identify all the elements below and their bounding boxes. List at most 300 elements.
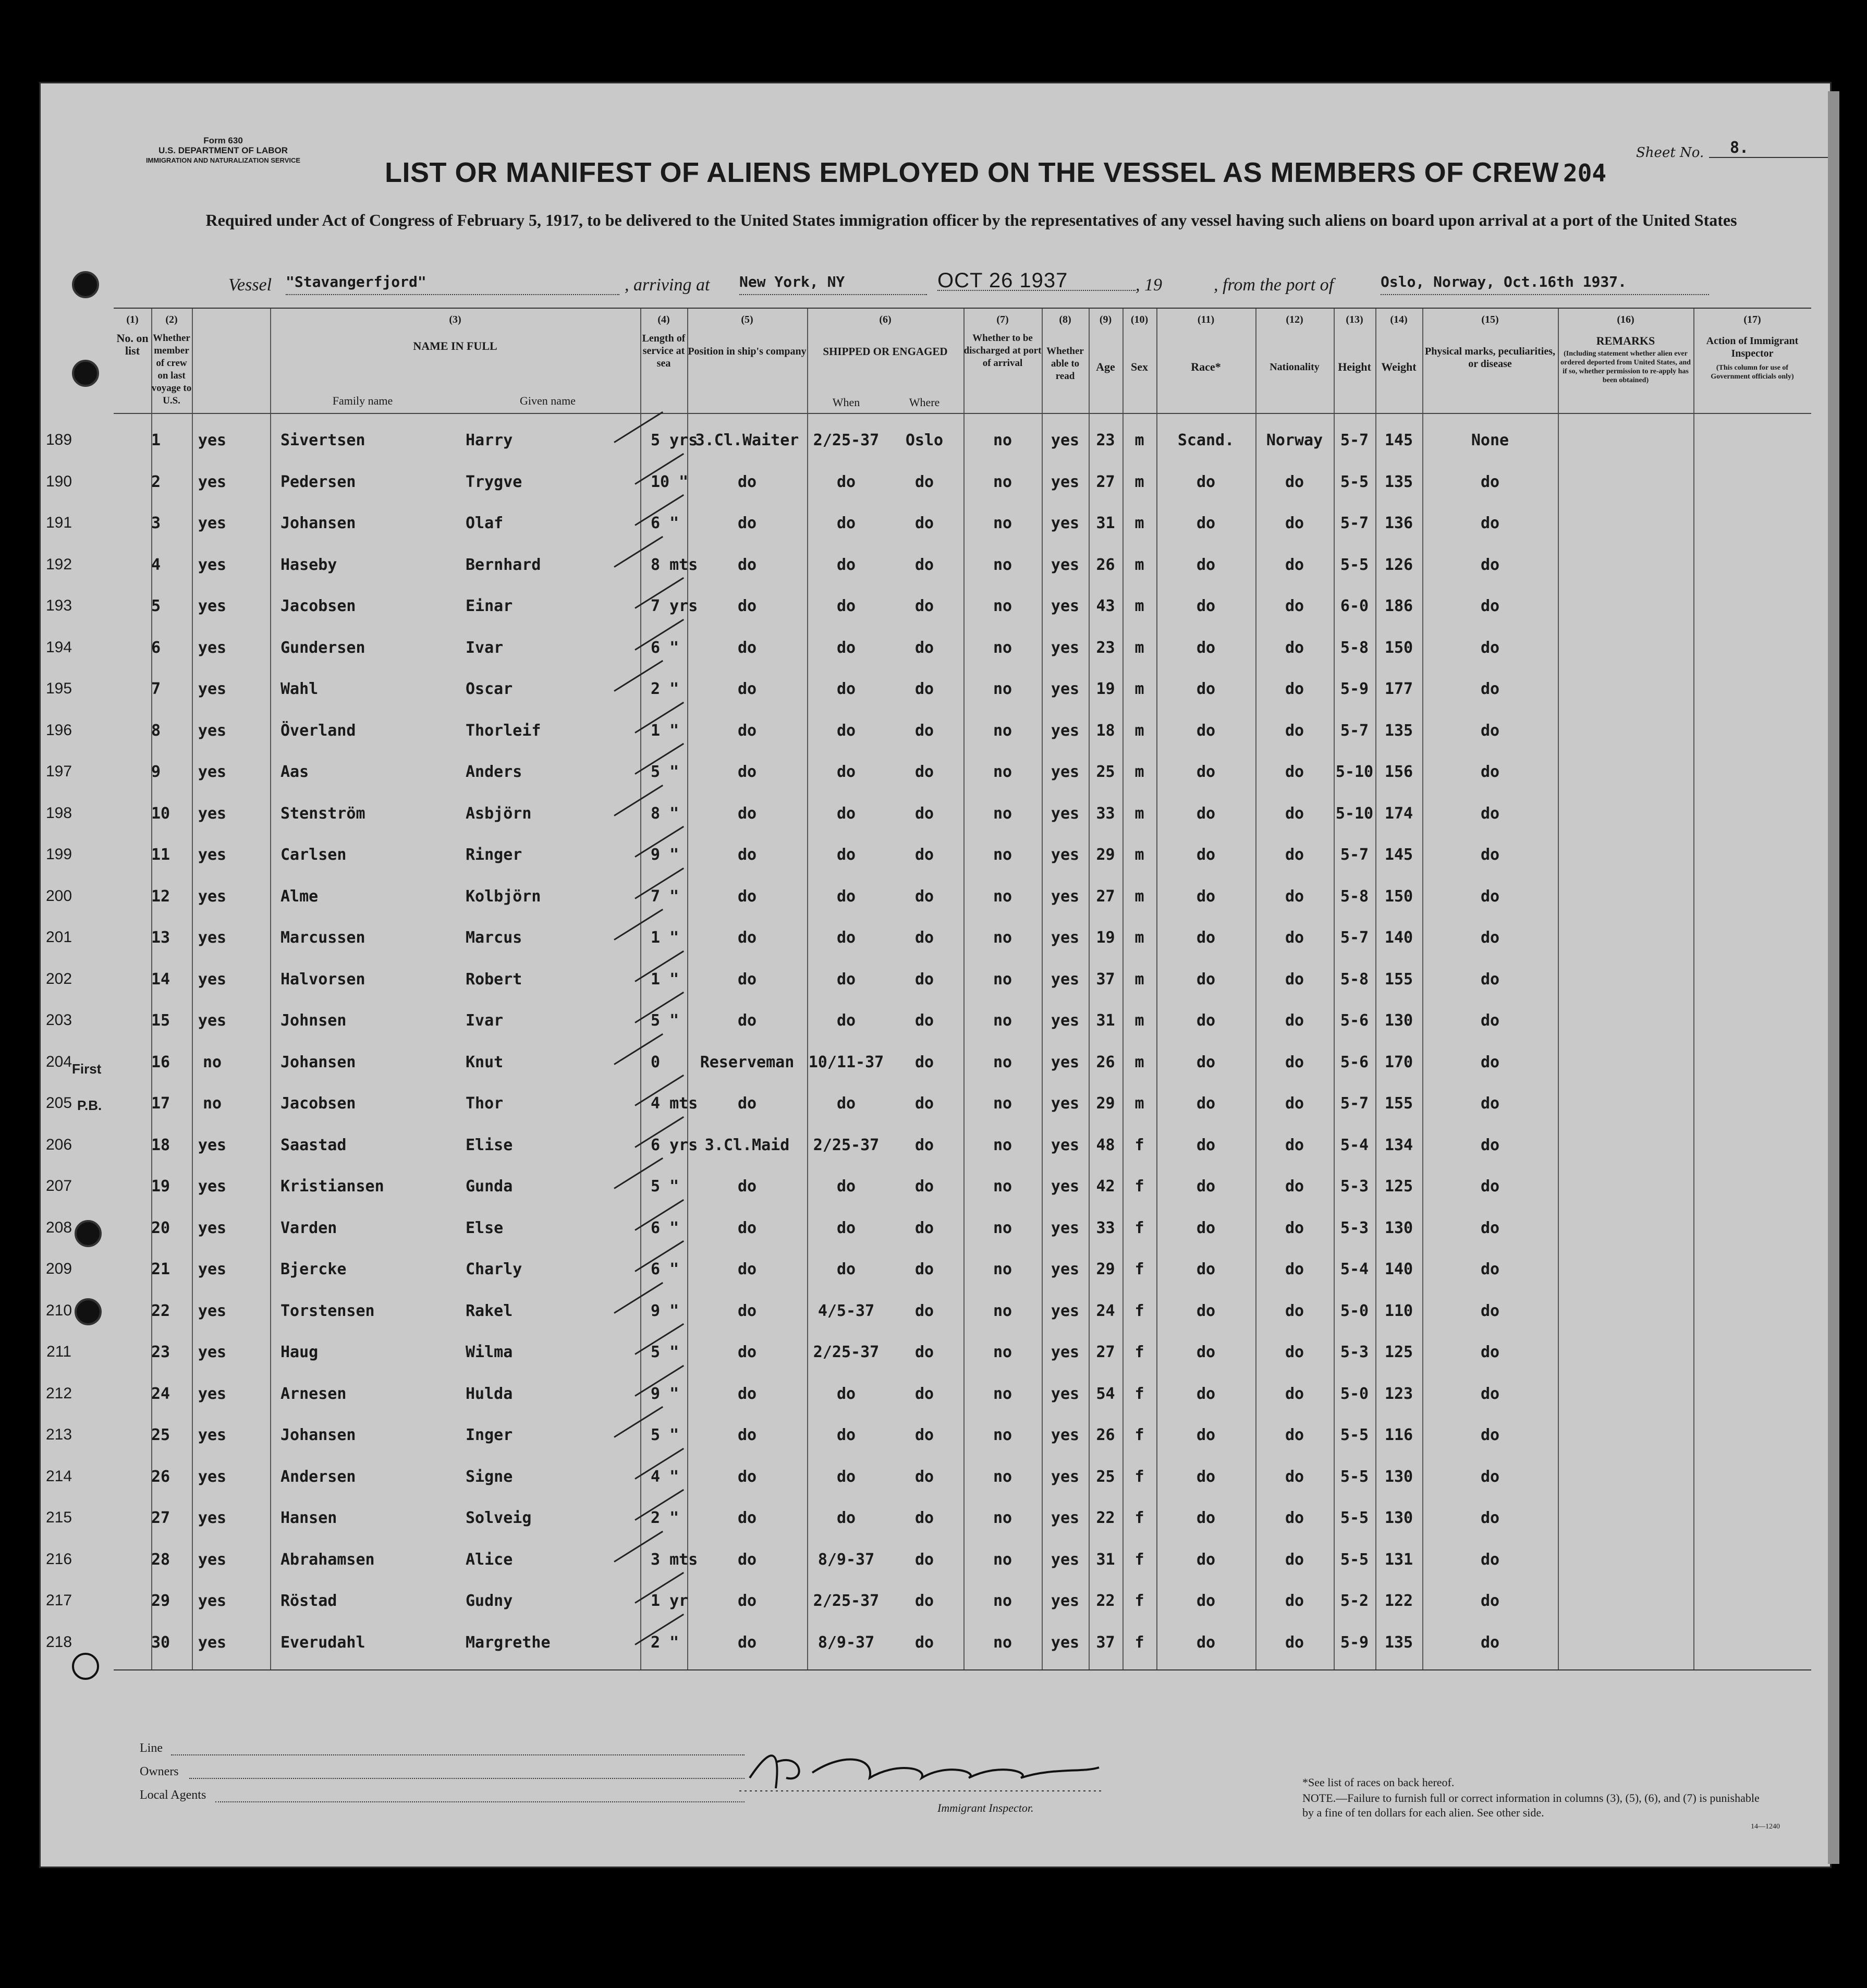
cell-position: do bbox=[737, 1426, 757, 1444]
cell-prev: yes bbox=[198, 1467, 227, 1486]
cell-race: do bbox=[1196, 1467, 1216, 1486]
col-head-marks: Physical marks, peculiarities, or disease bbox=[1425, 346, 1555, 370]
cell-race: do bbox=[1196, 555, 1216, 574]
col-head-weight: Weight bbox=[1381, 360, 1417, 373]
col-num-11: (11) bbox=[1197, 314, 1215, 325]
cell-race: Scand. bbox=[1177, 431, 1235, 449]
table-row: 211 23 yes Haug Wilma 5 " do 2/25-37 do no yes 27 f do do 5-3 125 do bbox=[114, 1333, 1811, 1373]
cell-read: yes bbox=[1051, 1633, 1080, 1652]
cell-age: 24 bbox=[1096, 1301, 1115, 1320]
cell-race: do bbox=[1196, 763, 1216, 781]
cell-height: 5-10 bbox=[1335, 763, 1374, 781]
cell-position: do bbox=[737, 1094, 757, 1113]
cell-service: 1 " bbox=[651, 970, 679, 989]
punch-hole bbox=[75, 1298, 102, 1325]
cell-where: do bbox=[914, 1218, 934, 1237]
cell-position: do bbox=[737, 887, 757, 906]
cell-discharge: no bbox=[993, 1301, 1012, 1320]
cell-when: do bbox=[836, 514, 856, 532]
cell-height: 5-6 bbox=[1340, 1011, 1369, 1030]
cell-family: Jacobsen bbox=[280, 1094, 356, 1113]
cell-family: Aas bbox=[280, 763, 309, 781]
table-row: 193 5 yes Jacobsen Einar 7 yrs do do do no yes 43 m do do 6-0 186 do bbox=[114, 587, 1811, 627]
cell-given: Solveig bbox=[466, 1509, 532, 1527]
cell-nationality: do bbox=[1285, 1592, 1304, 1610]
cell-age: 33 bbox=[1096, 1218, 1115, 1237]
cell-marks: do bbox=[1480, 763, 1500, 781]
footer-line-label: Line bbox=[140, 1741, 163, 1755]
cell-discharge: no bbox=[993, 1550, 1012, 1569]
cell-discharge: no bbox=[993, 887, 1012, 906]
cell-where: do bbox=[914, 1426, 934, 1444]
cell-nationality: Norway bbox=[1266, 431, 1323, 449]
manifest-number: 208 bbox=[45, 1218, 72, 1236]
cell-family: Kristiansen bbox=[280, 1177, 384, 1196]
cell-nationality: do bbox=[1285, 1136, 1304, 1154]
cell-discharge: no bbox=[993, 1343, 1012, 1361]
cell-race: do bbox=[1196, 887, 1216, 906]
cell-when: do bbox=[836, 597, 856, 615]
form-line: IMMIGRATION AND NATURALIZATION SERVICE bbox=[145, 156, 301, 164]
cell-given: Ringer bbox=[466, 846, 522, 864]
cell-sex: f bbox=[1134, 1426, 1144, 1444]
cell-service: 8 " bbox=[651, 804, 679, 823]
cell-sex: m bbox=[1134, 1011, 1144, 1030]
cell-age: 27 bbox=[1096, 472, 1115, 491]
cell-service: 6 " bbox=[651, 1260, 679, 1278]
cell-nationality: do bbox=[1285, 970, 1304, 989]
cell-age: 26 bbox=[1096, 555, 1115, 574]
cell-weight: 155 bbox=[1384, 970, 1413, 989]
cell-when: do bbox=[836, 1218, 856, 1237]
cell-prev: yes bbox=[198, 431, 227, 449]
cell-height: 5-7 bbox=[1340, 846, 1369, 864]
cell-height: 5-5 bbox=[1340, 555, 1369, 574]
manifest-number: 200 bbox=[45, 887, 72, 905]
cell-nationality: do bbox=[1285, 555, 1304, 574]
cell-when: 10/11-37 bbox=[808, 1053, 884, 1071]
cell-when: do bbox=[836, 929, 856, 947]
cell-read: yes bbox=[1051, 804, 1080, 823]
cell-sex: m bbox=[1134, 804, 1144, 823]
cell-sex: f bbox=[1134, 1218, 1144, 1237]
cell-marks: do bbox=[1480, 721, 1500, 740]
cell-marks: do bbox=[1480, 1592, 1500, 1610]
cell-age: 29 bbox=[1096, 1260, 1115, 1278]
cell-prev: yes bbox=[198, 763, 227, 781]
cell-sex: m bbox=[1134, 721, 1144, 740]
cell-family: Gundersen bbox=[280, 638, 365, 657]
cell-given: Signe bbox=[466, 1467, 513, 1486]
cell-discharge: no bbox=[993, 1260, 1012, 1278]
cell-family: Wahl bbox=[280, 680, 319, 698]
col-num-17: (17) bbox=[1743, 314, 1761, 325]
cell-height: 5-8 bbox=[1340, 638, 1369, 657]
cell-discharge: no bbox=[993, 1426, 1012, 1444]
cell-discharge: no bbox=[993, 1592, 1012, 1610]
manifest-number: 198 bbox=[45, 804, 72, 822]
cell-position: do bbox=[737, 1384, 757, 1403]
cell-position: Reserveman bbox=[700, 1053, 795, 1071]
cell-given: Robert bbox=[466, 970, 522, 989]
cell-race: do bbox=[1196, 1094, 1216, 1113]
cell-service: 3 mts bbox=[651, 1550, 698, 1569]
cell-sex: m bbox=[1134, 846, 1144, 864]
cell-nationality: do bbox=[1285, 1509, 1304, 1527]
cell-nationality: do bbox=[1285, 1426, 1304, 1444]
cell-age: 33 bbox=[1096, 804, 1115, 823]
cell-service: 7 " bbox=[651, 887, 679, 906]
punch-hole bbox=[72, 1653, 99, 1680]
cell-given: Trygve bbox=[466, 472, 522, 491]
form-line: Form 630 bbox=[203, 136, 243, 145]
col-head-prev-voyage: Whether member of crew on last voyage to U.S. bbox=[151, 333, 192, 406]
from-port: Oslo, Norway, Oct.16th 1937. bbox=[1381, 273, 1709, 295]
cell-service: 5 " bbox=[651, 763, 679, 781]
col-head-race: Race* bbox=[1191, 360, 1221, 373]
cell-height: 5-7 bbox=[1340, 431, 1369, 449]
cell-given: Inger bbox=[466, 1426, 513, 1444]
cell-read: yes bbox=[1051, 970, 1080, 989]
cell-height: 5-7 bbox=[1340, 514, 1369, 532]
cell-nationality: do bbox=[1285, 597, 1304, 615]
cell-where: do bbox=[914, 1467, 934, 1486]
sheet-number: 8. bbox=[1709, 139, 1834, 158]
cell-prev: yes bbox=[198, 1384, 227, 1403]
cell-read: yes bbox=[1051, 1260, 1080, 1278]
cell-prev: yes bbox=[198, 680, 227, 698]
cell-discharge: no bbox=[993, 1509, 1012, 1527]
table-row: 196 8 yes Överland Thorleif 1 " do do do no yes 18 m do do 5-7 135 do bbox=[114, 711, 1811, 752]
cell-family: Varden bbox=[280, 1218, 337, 1237]
cell-weight: 110 bbox=[1384, 1301, 1413, 1320]
cell-position: do bbox=[737, 555, 757, 574]
cell-weight: 177 bbox=[1384, 680, 1413, 698]
cell-sex: m bbox=[1134, 514, 1144, 532]
cell-age: 26 bbox=[1096, 1426, 1115, 1444]
table-row: 213 25 yes Johansen Inger 5 " do do do no yes 26 f do do 5-5 116 do bbox=[114, 1416, 1811, 1456]
cell-family: Haug bbox=[280, 1343, 319, 1361]
cell-height: 5-8 bbox=[1340, 887, 1369, 906]
col-num-2: (2) bbox=[165, 314, 178, 325]
form-code: 14—1240 bbox=[1751, 1823, 1780, 1831]
cell-read: yes bbox=[1051, 1550, 1080, 1569]
cell-family: Johansen bbox=[280, 1053, 356, 1071]
cell-service: 2 " bbox=[651, 1633, 679, 1652]
col-head-family: Family name bbox=[332, 394, 393, 407]
cell-given: Thor bbox=[466, 1094, 504, 1113]
manifest-number: 212 bbox=[45, 1384, 72, 1402]
cell-when: do bbox=[836, 763, 856, 781]
cell-read: yes bbox=[1051, 472, 1080, 491]
form-number-block bbox=[114, 136, 333, 165]
manifest-number: 192 bbox=[45, 555, 72, 573]
cell-given: Else bbox=[466, 1218, 504, 1237]
cell-position: do bbox=[737, 1467, 757, 1486]
arriving-label: , arriving at bbox=[625, 275, 710, 295]
cell-given: Olaf bbox=[466, 514, 504, 532]
cell-given: Knut bbox=[466, 1053, 504, 1071]
cell-age: 31 bbox=[1096, 514, 1115, 532]
cell-service: 2 " bbox=[651, 1509, 679, 1527]
cell-height: 5-9 bbox=[1340, 680, 1369, 698]
cell-weight: 130 bbox=[1384, 1467, 1413, 1486]
cell-marks: do bbox=[1480, 1053, 1500, 1071]
cell-when: 8/9-37 bbox=[817, 1550, 875, 1569]
cell-height: 5-2 bbox=[1340, 1592, 1369, 1610]
cell-when: do bbox=[836, 1467, 856, 1486]
cell-sex: f bbox=[1134, 1467, 1144, 1486]
table-row: 190 2 yes Pedersen Trygve 10 " do do do no yes 27 m do do 5-5 135 do bbox=[114, 462, 1811, 503]
cell-service: 8 mts bbox=[651, 555, 698, 574]
cell-service: 5 " bbox=[651, 1426, 679, 1444]
cell-where: do bbox=[914, 680, 934, 698]
cell-discharge: no bbox=[993, 680, 1012, 698]
inspector-signature bbox=[739, 1741, 1104, 1799]
cell-prev: yes bbox=[198, 1301, 227, 1320]
table-row: 216 28 yes Abrahamsen Alice 3 mts do 8/9-37 do no yes 31 f do do 5-5 131 do bbox=[114, 1540, 1811, 1581]
cell-height: 5-5 bbox=[1340, 1426, 1369, 1444]
table-row: 207 19 yes Kristiansen Gunda 5 " do do do no yes 42 f do do 5-3 125 do bbox=[114, 1167, 1811, 1208]
cell-sex: m bbox=[1134, 887, 1144, 906]
cell-height: 5-8 bbox=[1340, 970, 1369, 989]
table-row: 189 1 yes Sivertsen Harry 5 yrs 3.Cl.Waiter 2/25-37 Oslo no yes 23 m Scand. Norway 5-7 145 None bbox=[114, 421, 1811, 461]
cell-given: Margrethe bbox=[466, 1633, 551, 1652]
cell-race: do bbox=[1196, 1343, 1216, 1361]
cell-nationality: do bbox=[1285, 514, 1304, 532]
cell-given: Hulda bbox=[466, 1384, 513, 1403]
col-head-position: Position in ship's company bbox=[688, 346, 807, 357]
col-num-15: (15) bbox=[1481, 314, 1499, 325]
cell-read: yes bbox=[1051, 929, 1080, 947]
cell-marks: do bbox=[1480, 555, 1500, 574]
cell-when: do bbox=[836, 1011, 856, 1030]
cell-nationality: do bbox=[1285, 1177, 1304, 1196]
cell-marks: do bbox=[1480, 1136, 1500, 1154]
cell-nationality: do bbox=[1285, 1260, 1304, 1278]
arrival-date-stamp: OCT 26 1937 bbox=[937, 269, 1136, 291]
cell-position: do bbox=[737, 970, 757, 989]
cell-nationality: do bbox=[1285, 1301, 1304, 1320]
cell-race: do bbox=[1196, 1384, 1216, 1403]
cell-where: do bbox=[914, 763, 934, 781]
cell-where: do bbox=[914, 887, 934, 906]
cell-service: 9 " bbox=[651, 1301, 679, 1320]
cell-sex: m bbox=[1134, 1094, 1144, 1113]
manifest-number: 191 bbox=[45, 514, 72, 531]
cell-race: do bbox=[1196, 1550, 1216, 1569]
cell-read: yes bbox=[1051, 1094, 1080, 1113]
cell-race: do bbox=[1196, 597, 1216, 615]
cell-position: do bbox=[737, 763, 757, 781]
cell-service: 5 yrs bbox=[651, 431, 698, 449]
cell-age: 23 bbox=[1096, 638, 1115, 657]
cell-race: do bbox=[1196, 929, 1216, 947]
col-num-9: (9) bbox=[1099, 314, 1112, 325]
cell-marks: do bbox=[1480, 970, 1500, 989]
cell-age: 27 bbox=[1096, 887, 1115, 906]
col-head-sex: Sex bbox=[1131, 360, 1148, 373]
note-text: —Failure to furnish full or correct information in columns (3), (5), (6), and (7) is punishable by a fine of ten dollars for each alien. See other side. bbox=[1302, 1791, 1760, 1819]
cell-where: Oslo bbox=[905, 431, 944, 449]
table-row: 201 13 yes Marcussen Marcus 1 " do do do no yes 19 m do do 5-7 140 do bbox=[114, 918, 1811, 959]
cell-where: do bbox=[914, 597, 934, 615]
cell-race: do bbox=[1196, 846, 1216, 864]
cell-race: do bbox=[1196, 472, 1216, 491]
table-row: 199 11 yes Carlsen Ringer 9 " do do do no yes 29 m do do 5-7 145 do bbox=[114, 835, 1811, 876]
cell-marks: do bbox=[1480, 846, 1500, 864]
cell-prev: no bbox=[202, 1053, 222, 1071]
cell-where: do bbox=[914, 1509, 934, 1527]
cell-age: 19 bbox=[1096, 680, 1115, 698]
cell-weight: 125 bbox=[1384, 1177, 1413, 1196]
cell-when: 4/5-37 bbox=[817, 1301, 875, 1320]
cell-where: do bbox=[914, 721, 934, 740]
cell-family: Halvorsen bbox=[280, 970, 365, 989]
manifest-number: 210 bbox=[45, 1301, 72, 1319]
table-row: 209 21 yes Bjercke Charly 6 " do do do no yes 29 f do do 5-4 140 do bbox=[114, 1250, 1811, 1290]
cell-weight: 156 bbox=[1384, 763, 1413, 781]
cell-prev: yes bbox=[198, 929, 227, 947]
manifest-sheet bbox=[41, 83, 1830, 1867]
cell-age: 54 bbox=[1096, 1384, 1115, 1403]
cell-given: Gunda bbox=[466, 1177, 513, 1196]
cell-given: Charly bbox=[466, 1260, 522, 1278]
cell-height: 5-6 bbox=[1340, 1053, 1369, 1071]
cell-family: Johnsen bbox=[280, 1011, 347, 1030]
cell-discharge: no bbox=[993, 804, 1012, 823]
col-num-1: (1) bbox=[126, 314, 139, 325]
footer-agents-label: Local Agents bbox=[140, 1788, 206, 1802]
manifest-number: 206 bbox=[45, 1136, 72, 1153]
cell-discharge: no bbox=[993, 1053, 1012, 1071]
cell-race: do bbox=[1196, 970, 1216, 989]
col-num-6: (6) bbox=[879, 314, 892, 325]
cell-read: yes bbox=[1051, 1011, 1080, 1030]
cell-weight: 155 bbox=[1384, 1094, 1413, 1113]
cell-position: do bbox=[737, 472, 757, 491]
cell-where: do bbox=[914, 929, 934, 947]
cell-where: do bbox=[914, 1177, 934, 1196]
table-row: 191 3 yes Johansen Olaf 6 " do do do no yes 31 m do do 5-7 136 do bbox=[114, 504, 1811, 544]
manifest-number: 190 bbox=[45, 472, 72, 490]
cell-race: do bbox=[1196, 1177, 1216, 1196]
col-head-discharge: Whether to be discharged at port of arrival bbox=[963, 333, 1042, 369]
cell-read: yes bbox=[1051, 431, 1080, 449]
manifest-number: 197 bbox=[45, 763, 72, 780]
cell-marks: do bbox=[1480, 1550, 1500, 1569]
manifest-number: 199 bbox=[45, 846, 72, 863]
cell-family: Everudahl bbox=[280, 1633, 365, 1652]
cell-race: do bbox=[1196, 1301, 1216, 1320]
cell-marks: do bbox=[1480, 638, 1500, 657]
table-row: 212 24 yes Arnesen Hulda 9 " do do do no yes 54 f do do 5-0 123 do bbox=[114, 1374, 1811, 1415]
cell-read: yes bbox=[1051, 638, 1080, 657]
cell-sex: m bbox=[1134, 1053, 1144, 1071]
cell-sex: m bbox=[1134, 597, 1144, 615]
cell-race: do bbox=[1196, 680, 1216, 698]
cell-sex: f bbox=[1134, 1260, 1144, 1278]
cell-age: 22 bbox=[1096, 1509, 1115, 1527]
cell-given: Kolbjörn bbox=[466, 887, 541, 906]
cell-sex: f bbox=[1134, 1509, 1144, 1527]
cell-given: Anders bbox=[466, 763, 522, 781]
cell-prev: yes bbox=[198, 472, 227, 491]
cell-weight: 135 bbox=[1384, 1633, 1413, 1652]
cell-given: Elise bbox=[466, 1136, 513, 1154]
cell-weight: 150 bbox=[1384, 638, 1413, 657]
cell-sex: m bbox=[1134, 970, 1144, 989]
cell-weight: 135 bbox=[1384, 472, 1413, 491]
table-row: 210 22 yes Torstensen Rakel 9 " do 4/5-37 do no yes 24 f do do 5-0 110 do bbox=[114, 1291, 1811, 1332]
cell-service: 9 " bbox=[651, 846, 679, 864]
cell-family: Abrahamsen bbox=[280, 1550, 375, 1569]
cell-position: do bbox=[737, 1260, 757, 1278]
cell-prev: yes bbox=[198, 514, 227, 532]
cell-sex: m bbox=[1134, 555, 1144, 574]
cell-prev: yes bbox=[198, 1260, 227, 1278]
cell-read: yes bbox=[1051, 1592, 1080, 1610]
cell-read: yes bbox=[1051, 887, 1080, 906]
table-row: 202 14 yes Halvorsen Robert 1 " do do do no yes 37 m do do 5-8 155 do bbox=[114, 960, 1811, 1001]
cell-family: Pedersen bbox=[280, 472, 356, 491]
manifest-number: 196 bbox=[45, 721, 72, 739]
manifest-number: 194 bbox=[45, 638, 72, 656]
cell-nationality: do bbox=[1285, 1343, 1304, 1361]
cell-prev: yes bbox=[198, 597, 227, 615]
cell-marks: do bbox=[1480, 1426, 1500, 1444]
cell-read: yes bbox=[1051, 846, 1080, 864]
manifest-number: 193 bbox=[45, 597, 72, 614]
cell-marks: do bbox=[1480, 1094, 1500, 1113]
cell-when: do bbox=[836, 472, 856, 491]
cell-where: do bbox=[914, 1384, 934, 1403]
cell-when: do bbox=[836, 1509, 856, 1527]
cell-where: do bbox=[914, 1053, 934, 1071]
from-port-label: , from the port of bbox=[1214, 275, 1334, 295]
cell-discharge: no bbox=[993, 638, 1012, 657]
cell-when: do bbox=[836, 1384, 856, 1403]
col-num-16: (16) bbox=[1617, 314, 1634, 325]
cell-where: do bbox=[914, 472, 934, 491]
cell-family: Johansen bbox=[280, 1426, 356, 1444]
note-label: NOTE. bbox=[1302, 1791, 1336, 1804]
cell-prev: yes bbox=[198, 1177, 227, 1196]
cell-when: do bbox=[836, 887, 856, 906]
inspector-label: Immigrant Inspector. bbox=[937, 1801, 1034, 1814]
cell-discharge: no bbox=[993, 1218, 1012, 1237]
cell-family: Alme bbox=[280, 887, 319, 906]
col-head-when: When bbox=[832, 396, 860, 409]
cell-prev: yes bbox=[198, 1592, 227, 1610]
col-head-remarks: REMARKS bbox=[1596, 334, 1655, 347]
cell-weight: 186 bbox=[1384, 597, 1413, 615]
cell-height: 5-10 bbox=[1335, 804, 1374, 823]
table-row: 215 27 yes Hansen Solveig 2 " do do do no yes 22 f do do 5-5 130 do bbox=[114, 1498, 1811, 1539]
col-num-14: (14) bbox=[1390, 314, 1408, 325]
cell-age: 19 bbox=[1096, 929, 1115, 947]
cell-age: 29 bbox=[1096, 846, 1115, 864]
cell-height: 5-4 bbox=[1340, 1260, 1369, 1278]
cell-family: Andersen bbox=[280, 1467, 356, 1486]
cell-marks: do bbox=[1480, 1343, 1500, 1361]
table-row: 218 30 yes Everudahl Margrethe 2 " do 8/9-37 do no yes 37 f do do 5-9 135 do bbox=[114, 1623, 1811, 1664]
table-row: 198 10 yes Stenström Asbjörn 8 " do do do no yes 33 m do do 5-10 174 do bbox=[114, 794, 1811, 835]
manifest-number: 214 bbox=[45, 1467, 72, 1485]
cell-read: yes bbox=[1051, 680, 1080, 698]
cell-where: do bbox=[914, 1260, 934, 1278]
table-row: 208 20 yes Varden Else 6 " do do do no yes 33 f do do 5-3 130 do bbox=[114, 1209, 1811, 1249]
